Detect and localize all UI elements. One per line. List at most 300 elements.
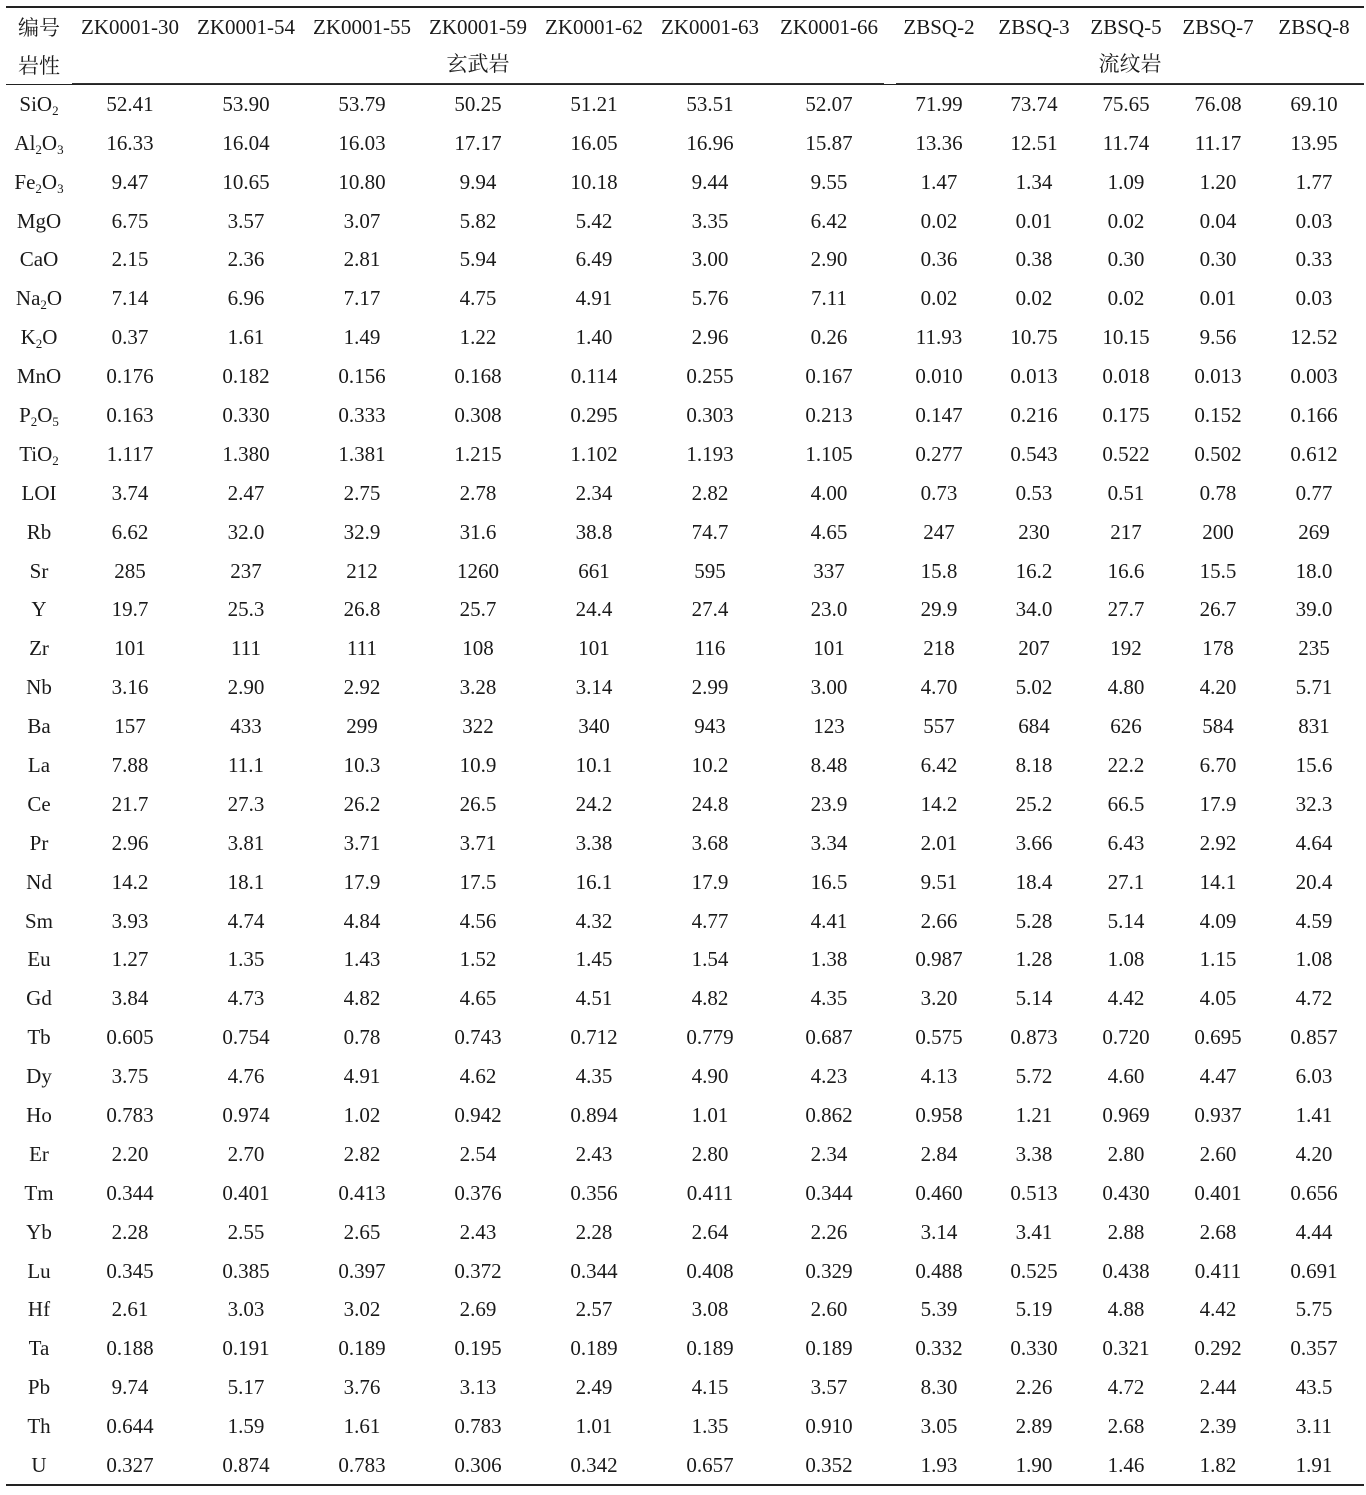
table-cell: 2.64 xyxy=(691,1219,729,1244)
table-cell: 0.987 xyxy=(915,947,963,972)
table-row xyxy=(6,124,1364,163)
table-cell: 2.90 xyxy=(227,675,265,700)
table-cell: 24.8 xyxy=(691,791,729,816)
table-cell: 73.74 xyxy=(1010,92,1058,117)
table-cell: 1.43 xyxy=(343,947,381,972)
table-cell: 831 xyxy=(1298,714,1330,739)
table-row xyxy=(6,474,1364,513)
table-cell: 3.05 xyxy=(920,1414,958,1439)
element-symbol: P xyxy=(19,402,31,427)
table-cell: 0.344 xyxy=(805,1180,853,1205)
table-cell: 2.92 xyxy=(343,675,381,700)
table-cell: 1.08 xyxy=(1295,947,1333,972)
table-cell: 0.342 xyxy=(536,1446,652,1485)
table-cell: 17.9 xyxy=(691,869,729,894)
table-cell: 0.862 xyxy=(805,1102,853,1127)
table-cell: 2.70 xyxy=(227,1141,265,1166)
element-symbol: Nd xyxy=(26,869,52,894)
table-cell: 4.64 xyxy=(1295,830,1333,855)
table-cell: 217 xyxy=(1110,519,1142,544)
table-cell: 0.605 xyxy=(106,1025,154,1050)
element-symbol: La xyxy=(27,752,51,777)
table-cell: 10.1 xyxy=(575,752,613,777)
element-subscript: 2 xyxy=(35,180,42,196)
table-cell: 4.56 xyxy=(459,908,497,933)
table-cell: 10.80 xyxy=(338,169,386,194)
table-cell: 557 xyxy=(923,714,955,739)
table-cell: 0.330 xyxy=(1010,1336,1058,1361)
table-cell: 1.41 xyxy=(1295,1102,1333,1127)
table-cell: 21.7 xyxy=(111,791,149,816)
table-cell: 3.16 xyxy=(111,675,149,700)
table-cell: 0.295 xyxy=(570,402,618,427)
table-cell: 6.70 xyxy=(1199,752,1237,777)
element-label xyxy=(6,979,72,1018)
table-cell: 1.35 xyxy=(691,1414,729,1439)
table-cell: 3.38 xyxy=(1015,1141,1053,1166)
table-cell: 3.08 xyxy=(691,1297,729,1322)
table-cell: 0.372 xyxy=(454,1258,502,1283)
table-row xyxy=(6,1291,1364,1330)
table-cell: 3.14 xyxy=(920,1219,958,1244)
table-cell: 0.330 xyxy=(222,402,270,427)
header-label-id: 编号 xyxy=(6,7,72,46)
table-cell: 17.9 xyxy=(1199,791,1237,816)
element-symbol: MgO xyxy=(16,208,62,233)
table-cell: 18.4 xyxy=(1015,869,1053,894)
table-cell: 4.42 xyxy=(1199,1297,1237,1322)
table-cell: 17.17 xyxy=(454,130,502,155)
table-cell: 3.00 xyxy=(810,675,848,700)
table-cell: 0.53 xyxy=(1015,480,1053,505)
element-label xyxy=(6,1096,72,1135)
element-symbol: Pb xyxy=(27,1375,51,1400)
table-cell: 10.15 xyxy=(1102,325,1150,350)
table-cell: 0.712 xyxy=(570,1025,618,1050)
table-cell: 4.80 xyxy=(1107,675,1145,700)
table-cell: 1.15 xyxy=(1199,947,1237,972)
table-cell: 11.17 xyxy=(1194,130,1242,155)
table-row xyxy=(6,746,1364,785)
table-cell: 433 xyxy=(230,714,262,739)
table-cell: 4.91 xyxy=(343,1064,381,1089)
table-cell: 4.20 xyxy=(1295,1141,1333,1166)
table-cell: 25.7 xyxy=(459,597,497,622)
sample-id-header: ZK0001-30 xyxy=(72,7,188,46)
table-cell: 4.15 xyxy=(691,1375,729,1400)
table-cell: 24.2 xyxy=(575,791,613,816)
table-cell: 0.513 xyxy=(1010,1180,1058,1205)
table-cell: 237 xyxy=(230,558,262,583)
rock-type-group xyxy=(72,46,890,85)
table-cell: 26.2 xyxy=(343,791,381,816)
table-cell: 0.03 xyxy=(1295,286,1333,311)
table-row xyxy=(6,1096,1364,1135)
element-label xyxy=(6,1252,72,1291)
element-label xyxy=(6,1291,72,1330)
table-cell: 0.33 xyxy=(1295,247,1333,272)
table-cell: 101 xyxy=(578,636,610,661)
table-cell: 0.152 xyxy=(1194,402,1242,427)
table-cell: 0.147 xyxy=(915,402,963,427)
element-symbol-2: O xyxy=(42,325,58,350)
table-cell: 4.00 xyxy=(810,480,848,505)
table-cell: 0.656 xyxy=(1290,1180,1338,1205)
element-label xyxy=(6,1213,72,1252)
table-cell: 3.57 xyxy=(227,208,265,233)
table-cell: 2.55 xyxy=(227,1219,265,1244)
sample-id-header: ZK0001-63 xyxy=(652,7,768,46)
table-cell: 5.75 xyxy=(1295,1297,1333,1322)
table-cell: 0.329 xyxy=(805,1258,853,1283)
table-cell: 299 xyxy=(346,714,378,739)
table-cell: 108 xyxy=(462,636,494,661)
table-cell: 3.00 xyxy=(691,247,729,272)
table-cell: 52.41 xyxy=(106,92,154,117)
table-cell: 5.42 xyxy=(575,208,613,233)
table-cell: 9.47 xyxy=(111,169,149,194)
table-cell: 0.937 xyxy=(1194,1102,1242,1127)
table-cell: 207 xyxy=(1018,636,1050,661)
table-cell: 0.013 xyxy=(1194,364,1242,389)
table-cell: 1.21 xyxy=(1015,1102,1053,1127)
table-cell: 26.5 xyxy=(459,791,497,816)
table-cell: 8.30 xyxy=(920,1375,958,1400)
element-label xyxy=(6,240,72,279)
table-cell: 9.51 xyxy=(920,869,958,894)
table-cell: 0.357 xyxy=(1290,1336,1338,1361)
table-cell: 5.14 xyxy=(1107,908,1145,933)
table-cell: 1.117 xyxy=(106,441,154,466)
table-cell: 2.65 xyxy=(343,1219,381,1244)
table-cell: 0.04 xyxy=(1199,208,1237,233)
table-cell: 3.07 xyxy=(343,208,381,233)
table-cell: 23.0 xyxy=(810,597,848,622)
element-label xyxy=(6,552,72,591)
table-cell: 0.26 xyxy=(810,325,848,350)
element-symbol: Dy xyxy=(26,1064,52,1089)
table-cell: 661 xyxy=(578,558,610,583)
table-cell: 4.65 xyxy=(810,519,848,544)
table-cell: 19.7 xyxy=(111,597,149,622)
table-row xyxy=(6,590,1364,629)
table-cell: 2.68 xyxy=(1199,1219,1237,1244)
table-cell: 5.28 xyxy=(1015,908,1053,933)
table-row xyxy=(6,279,1364,318)
table-row xyxy=(6,902,1364,941)
table-row xyxy=(6,552,1364,591)
table-cell: 34.0 xyxy=(1015,597,1053,622)
table-cell: 14.1 xyxy=(1199,869,1237,894)
rock-type-label: 玄武岩 xyxy=(72,46,884,84)
table-cell: 1.01 xyxy=(691,1102,729,1127)
element-label xyxy=(6,396,72,435)
table-cell: 24.4 xyxy=(575,597,613,622)
table-cell: 4.73 xyxy=(227,986,265,1011)
element-symbol: Y xyxy=(31,597,47,622)
element-label xyxy=(6,863,72,902)
table-cell: 230 xyxy=(1018,519,1050,544)
table-cell: 0.783 xyxy=(106,1102,154,1127)
table-cell: 1.61 xyxy=(343,1414,381,1439)
table-cell: 4.91 xyxy=(575,286,613,311)
table-cell: 6.75 xyxy=(111,208,149,233)
table-cell: 14.2 xyxy=(111,869,149,894)
table-cell: 69.10 xyxy=(1290,92,1338,117)
table-cell: 2.99 xyxy=(691,675,729,700)
sample-id-header: ZBSQ-7 xyxy=(1172,7,1264,46)
table-cell: 2.69 xyxy=(459,1297,497,1322)
table-cell: 5.02 xyxy=(1015,675,1053,700)
table-cell: 6.03 xyxy=(1295,1064,1333,1089)
table-cell: 285 xyxy=(114,558,146,583)
element-symbol: Ba xyxy=(27,714,51,739)
element-symbol: Lu xyxy=(27,1258,51,1283)
table-cell: 3.02 xyxy=(343,1297,381,1322)
table-row xyxy=(6,1329,1364,1368)
table-cell: 4.90 xyxy=(691,1064,729,1089)
table-cell: 2.96 xyxy=(111,830,149,855)
table-cell: 0.010 xyxy=(915,364,963,389)
sample-id-header: ZK0001-66 xyxy=(768,7,890,46)
element-subscript-2: 5 xyxy=(52,413,59,429)
table-cell: 0.612 xyxy=(1290,441,1338,466)
table-cell: 0.575 xyxy=(915,1025,963,1050)
table-cell: 15.5 xyxy=(1199,558,1237,583)
table-cell: 11.74 xyxy=(1102,130,1150,155)
table-cell: 123 xyxy=(813,714,845,739)
table-cell: 1.93 xyxy=(890,1446,988,1485)
table-cell: 0.644 xyxy=(106,1414,154,1439)
table-cell: 16.6 xyxy=(1107,558,1145,583)
table-row xyxy=(6,1252,1364,1291)
table-cell: 0.333 xyxy=(338,402,386,427)
table-cell: 0.352 xyxy=(768,1446,890,1485)
table-cell: 1.59 xyxy=(227,1414,265,1439)
table-cell: 4.47 xyxy=(1199,1064,1237,1089)
table-cell: 15.6 xyxy=(1295,752,1333,777)
table-cell: 0.166 xyxy=(1290,402,1338,427)
element-subscript: 2 xyxy=(35,336,43,352)
table-cell: 269 xyxy=(1298,519,1330,544)
table-cell: 2.66 xyxy=(920,908,958,933)
sample-id-header-row xyxy=(6,7,1364,46)
table-cell: 27.4 xyxy=(691,597,729,622)
table-cell: 10.9 xyxy=(459,752,497,777)
table-cell: 1.215 xyxy=(454,441,502,466)
table-cell: 9.44 xyxy=(691,169,729,194)
table-cell: 0.73 xyxy=(920,480,958,505)
table-cell: 0.01 xyxy=(1199,286,1237,311)
table-cell: 1.20 xyxy=(1199,169,1237,194)
table-cell: 0.743 xyxy=(454,1025,502,1050)
table-cell: 0.156 xyxy=(338,364,386,389)
table-cell: 11.93 xyxy=(915,325,963,350)
table-cell: 4.41 xyxy=(810,908,848,933)
table-row xyxy=(6,202,1364,241)
table-cell: 4.42 xyxy=(1107,986,1145,1011)
table-cell: 0.30 xyxy=(1107,247,1145,272)
table-cell: 0.411 xyxy=(1194,1258,1242,1283)
table-cell: 6.42 xyxy=(920,752,958,777)
table-cell: 2.68 xyxy=(1107,1414,1145,1439)
table-cell: 1.91 xyxy=(1264,1446,1364,1485)
table-cell: 3.66 xyxy=(1015,830,1053,855)
table-cell: 43.5 xyxy=(1295,1375,1333,1400)
table-cell: 4.13 xyxy=(920,1064,958,1089)
table-cell: 0.02 xyxy=(920,286,958,311)
table-cell: 116 xyxy=(694,636,726,661)
table-cell: 13.36 xyxy=(915,130,963,155)
table-cell: 0.401 xyxy=(1194,1180,1242,1205)
element-label xyxy=(6,85,72,124)
table-cell: 7.88 xyxy=(111,752,149,777)
table-cell: 9.74 xyxy=(111,1375,149,1400)
table-cell: 2.57 xyxy=(575,1297,613,1322)
table-cell: 0.02 xyxy=(1107,208,1145,233)
table-cell: 14.2 xyxy=(920,791,958,816)
element-symbol: CaO xyxy=(19,247,59,272)
table-cell: 27.3 xyxy=(227,791,265,816)
table-cell: 2.92 xyxy=(1199,830,1237,855)
element-subscript: 2 xyxy=(40,297,47,313)
table-cell: 6.42 xyxy=(810,208,848,233)
table-cell: 2.78 xyxy=(459,480,497,505)
table-cell: 9.94 xyxy=(459,169,497,194)
table-cell: 0.30 xyxy=(1199,247,1237,272)
element-label xyxy=(6,1329,72,1368)
table-cell: 7.11 xyxy=(811,286,847,311)
table-cell: 13.95 xyxy=(1290,130,1338,155)
table-row xyxy=(6,1057,1364,1096)
table-cell: 4.59 xyxy=(1295,908,1333,933)
table-cell: 3.76 xyxy=(343,1375,381,1400)
table-cell: 0.182 xyxy=(222,364,270,389)
table-cell: 2.15 xyxy=(111,247,149,272)
table-cell: 74.7 xyxy=(691,519,729,544)
table-cell: 6.49 xyxy=(575,247,613,272)
element-symbol: Tb xyxy=(27,1025,51,1050)
table-cell: 18.1 xyxy=(227,869,265,894)
table-cell: 0.910 xyxy=(805,1414,853,1439)
table-cell: 0.77 xyxy=(1295,480,1333,505)
table-cell: 0.292 xyxy=(1194,1336,1242,1361)
table-cell: 0.02 xyxy=(920,208,958,233)
table-row xyxy=(6,1368,1364,1407)
table-cell: 1.61 xyxy=(227,325,265,350)
table-cell: 2.39 xyxy=(1199,1414,1237,1439)
table-cell: 4.76 xyxy=(227,1064,265,1089)
table-row xyxy=(6,1446,1364,1485)
table-cell: 4.65 xyxy=(459,986,497,1011)
table-cell: 2.01 xyxy=(920,830,958,855)
table-cell: 5.72 xyxy=(1015,1064,1053,1089)
table-cell: 1.46 xyxy=(1080,1446,1172,1485)
table-cell: 2.28 xyxy=(111,1219,149,1244)
table-cell: 16.96 xyxy=(686,130,734,155)
element-symbol: Al xyxy=(14,130,36,155)
table-cell: 3.68 xyxy=(691,830,729,855)
table-cell: 0.306 xyxy=(420,1446,536,1485)
table-cell: 235 xyxy=(1298,636,1330,661)
element-label xyxy=(6,785,72,824)
table-cell: 1.02 xyxy=(343,1102,381,1127)
table-cell: 4.32 xyxy=(575,908,613,933)
element-symbol: LOI xyxy=(21,480,57,505)
table-cell: 7.17 xyxy=(343,286,381,311)
table-cell: 3.13 xyxy=(459,1375,497,1400)
table-cell: 0.175 xyxy=(1102,402,1150,427)
table-cell: 4.77 xyxy=(691,908,729,933)
table-cell: 4.35 xyxy=(575,1064,613,1089)
table-cell: 3.35 xyxy=(691,208,729,233)
element-symbol-2: O xyxy=(41,130,58,155)
table-cell: 2.26 xyxy=(810,1219,848,1244)
table-row xyxy=(6,163,1364,202)
element-symbol: Nb xyxy=(26,675,52,700)
element-symbol: Ho xyxy=(26,1102,52,1127)
table-cell: 0.78 xyxy=(343,1025,381,1050)
table-cell: 16.04 xyxy=(222,130,270,155)
table-cell: 53.90 xyxy=(222,92,270,117)
table-cell: 0.413 xyxy=(338,1180,386,1205)
table-cell: 2.60 xyxy=(1199,1141,1237,1166)
table-cell: 684 xyxy=(1018,714,1050,739)
element-label xyxy=(6,824,72,863)
table-cell: 0.754 xyxy=(222,1025,270,1050)
table-cell: 1.47 xyxy=(920,169,958,194)
element-symbol: Zr xyxy=(29,636,49,661)
table-cell: 2.80 xyxy=(1107,1141,1145,1166)
table-cell: 4.74 xyxy=(227,908,265,933)
table-cell: 5.71 xyxy=(1295,675,1333,700)
table-cell: 16.05 xyxy=(570,130,618,155)
table-cell: 0.255 xyxy=(686,364,734,389)
table-cell: 2.89 xyxy=(1015,1414,1053,1439)
element-label xyxy=(6,902,72,941)
table-cell: 4.44 xyxy=(1295,1219,1333,1244)
table-cell: 18.0 xyxy=(1295,558,1333,583)
table-cell: 32.0 xyxy=(227,519,265,544)
table-cell: 53.51 xyxy=(686,92,734,117)
table-cell: 38.8 xyxy=(575,519,613,544)
table-cell: 1.380 xyxy=(222,441,270,466)
table-row xyxy=(6,1018,1364,1057)
table-cell: 12.51 xyxy=(1010,130,1058,155)
table-row xyxy=(6,513,1364,552)
table-cell: 1.08 xyxy=(1107,947,1145,972)
table-cell: 0.695 xyxy=(1194,1025,1242,1050)
table-cell: 0.345 xyxy=(106,1258,154,1283)
element-label xyxy=(6,1135,72,1174)
table-cell: 4.88 xyxy=(1107,1297,1145,1322)
element-symbol: Gd xyxy=(26,986,52,1011)
table-cell: 2.75 xyxy=(343,480,381,505)
table-row xyxy=(6,979,1364,1018)
table-cell: 4.09 xyxy=(1199,908,1237,933)
table-cell: 0.411 xyxy=(686,1180,734,1205)
table-cell: 0.376 xyxy=(454,1180,502,1205)
table-cell: 15.87 xyxy=(805,130,853,155)
table-cell: 0.958 xyxy=(915,1102,963,1127)
table-cell: 322 xyxy=(462,714,494,739)
table-cell: 0.522 xyxy=(1102,441,1150,466)
table-cell: 0.167 xyxy=(805,364,853,389)
table-cell: 6.62 xyxy=(111,519,149,544)
table-cell: 111 xyxy=(347,636,377,661)
table-cell: 2.43 xyxy=(459,1219,497,1244)
table-cell: 0.191 xyxy=(222,1336,270,1361)
